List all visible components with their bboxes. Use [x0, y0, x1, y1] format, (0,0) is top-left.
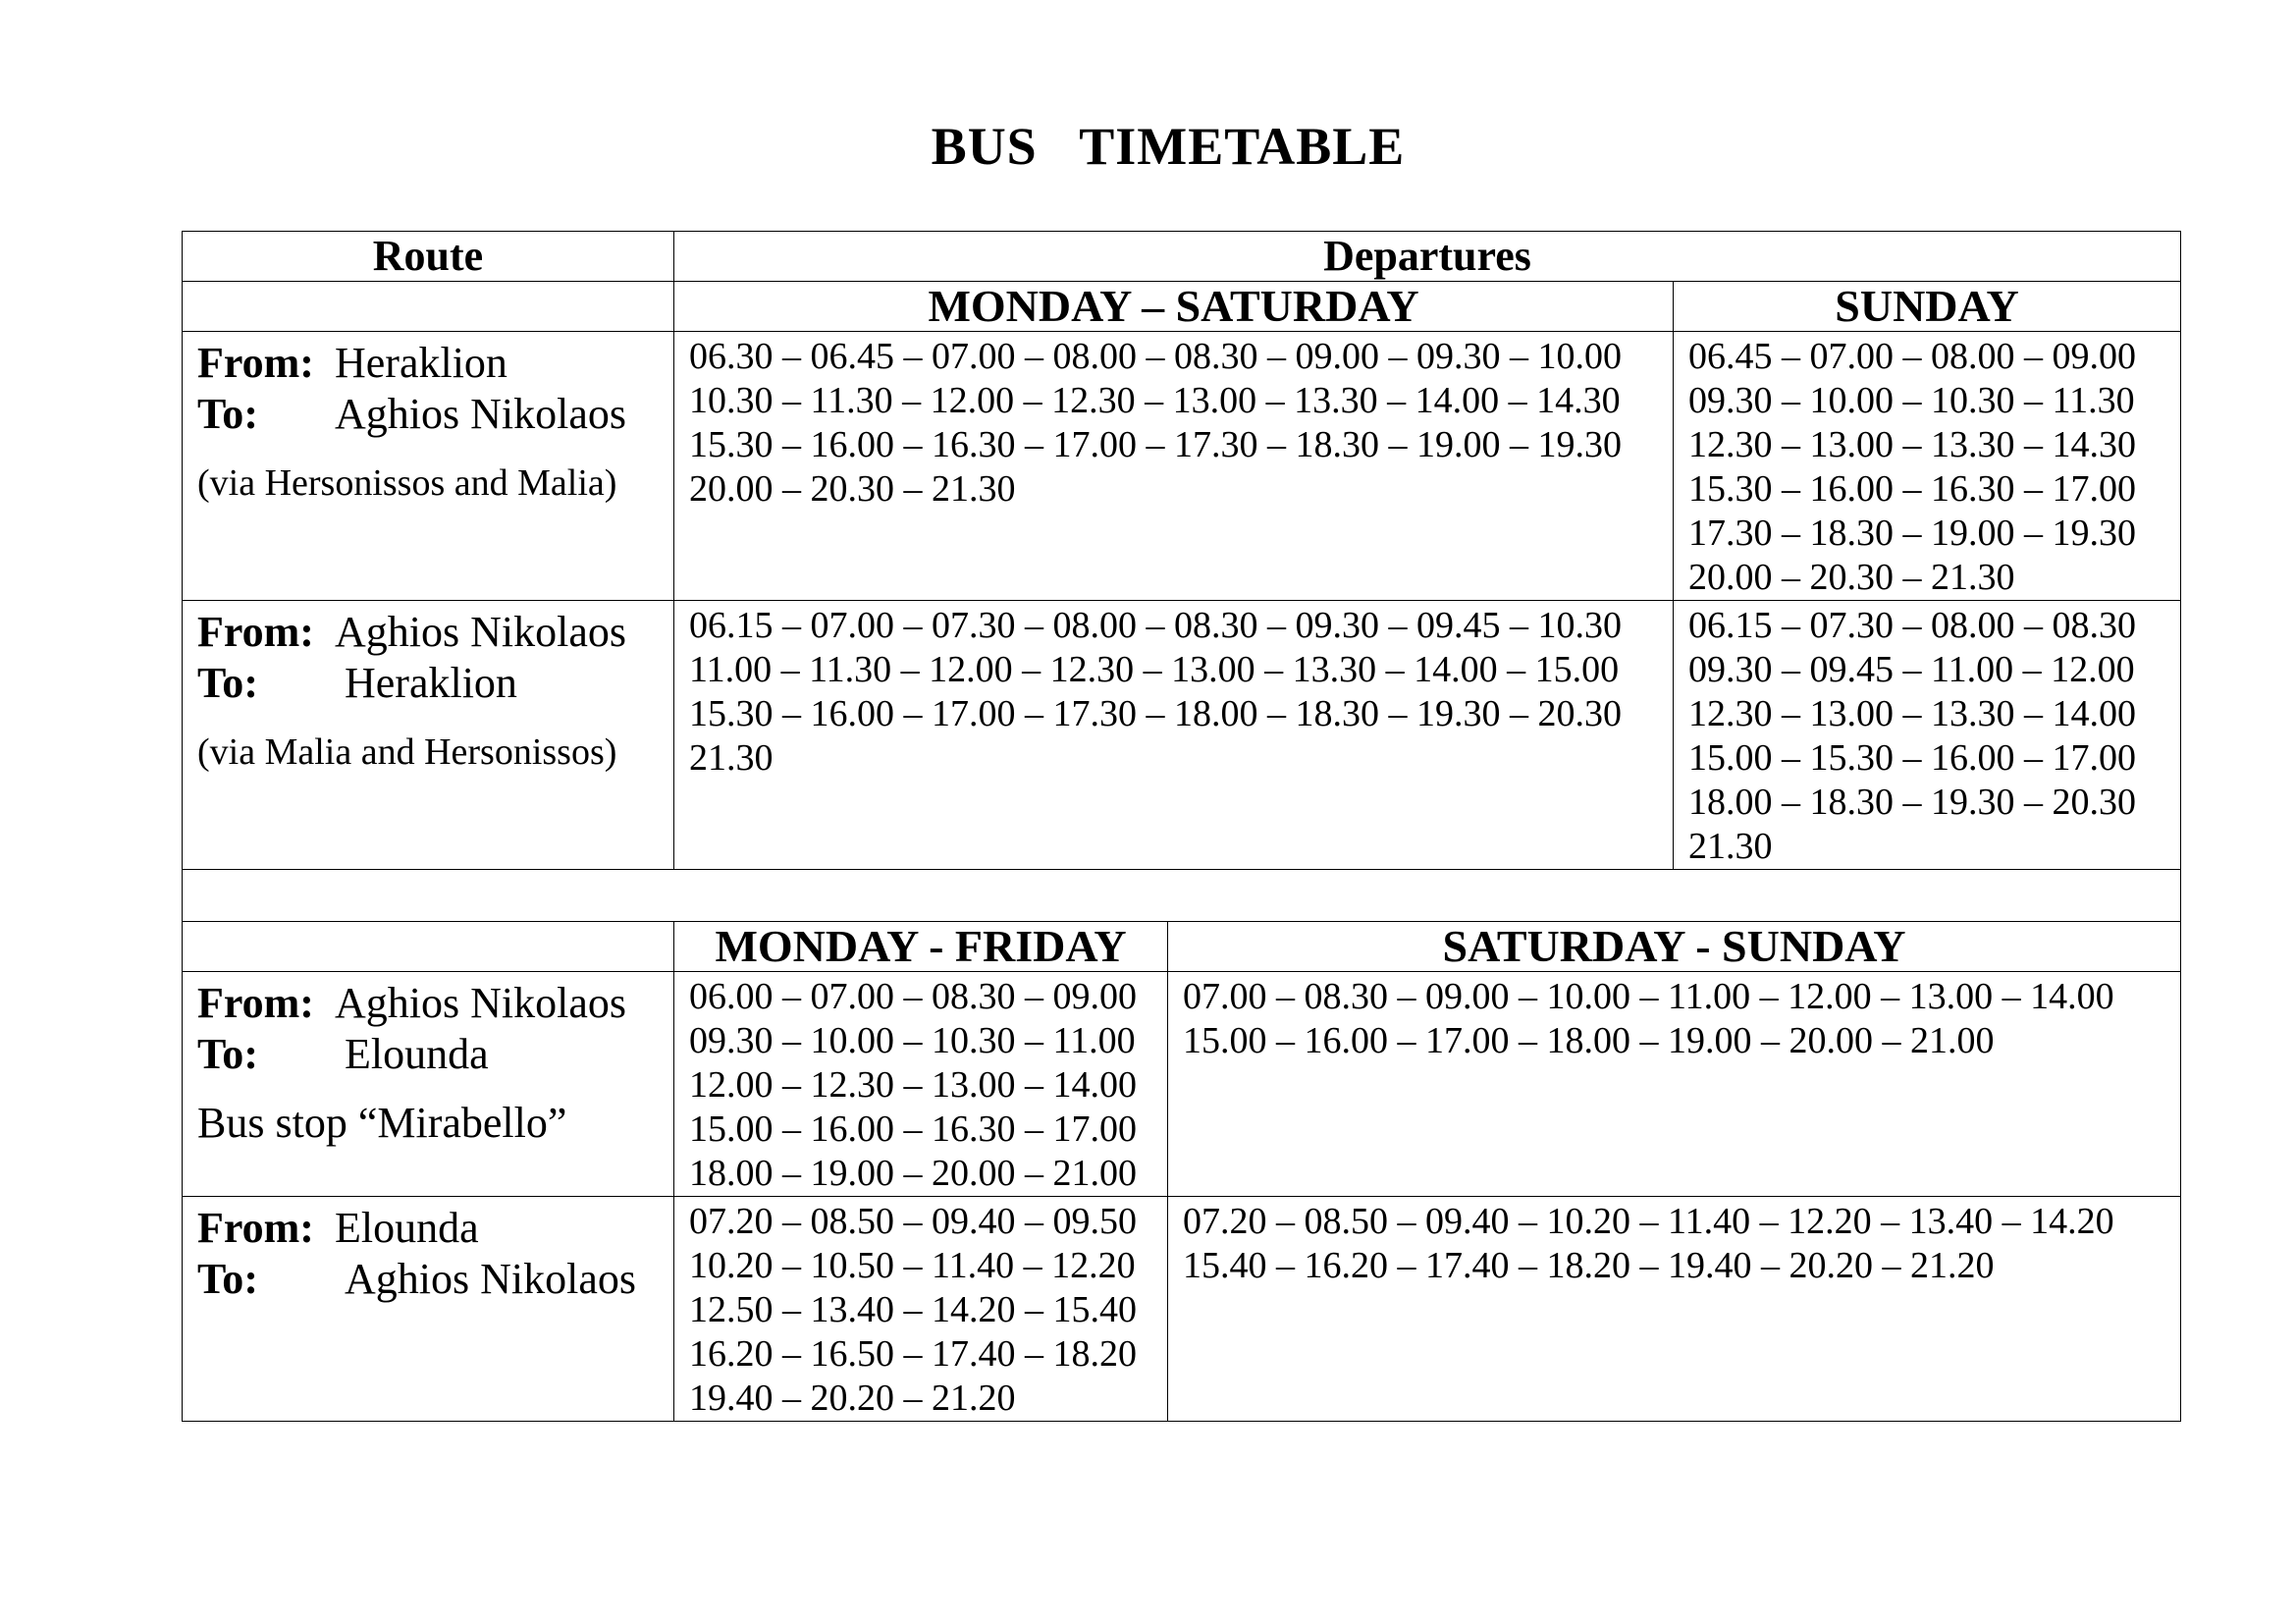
spacer-cell — [183, 870, 2181, 922]
time-line: 15.30 – 16.00 – 16.30 – 17.00 – 17.30 – 18.30 – 19.00 – 19.30 — [689, 424, 1622, 465]
weekend-times — [1674, 332, 2181, 601]
time-line: 17.30 – 18.30 – 19.00 – 19.30 — [1688, 513, 2136, 554]
time-line: 06.30 – 06.45 – 07.00 – 08.00 – 08.30 – 09.00 – 09.30 – 10.00 — [689, 336, 1622, 377]
days-header-row-2 — [183, 922, 2181, 972]
route-row — [183, 1197, 2181, 1422]
time-line: 21.30 — [1688, 826, 1773, 867]
time-line: 21.30 — [689, 737, 774, 779]
route-to: Elounda — [345, 1030, 489, 1078]
page-title: BUS TIMETABLE — [931, 117, 1406, 176]
time-line: 10.30 – 11.30 – 12.00 – 12.30 – 13.00 – 13.30 – 14.00 – 14.30 — [689, 380, 1621, 421]
time-line: 06.00 – 07.00 – 08.30 – 09.00 — [689, 976, 1137, 1017]
from-label-text: From — [197, 339, 300, 387]
empty-cell — [183, 922, 674, 972]
sat-sun-header: SATURDAY - SUNDAY — [1168, 922, 2181, 972]
weekday-times — [674, 1197, 1168, 1422]
from-label-text: From — [197, 979, 300, 1027]
time-line: 15.00 – 15.30 – 16.00 – 17.00 — [1688, 737, 2136, 779]
time-line: 09.30 – 10.00 – 10.30 – 11.00 — [689, 1020, 1136, 1061]
weekend-times — [1168, 972, 2181, 1197]
time-line: 12.50 – 13.40 – 14.20 – 15.40 — [689, 1289, 1137, 1330]
to-label: To: — [197, 659, 258, 707]
from-label: From: — [197, 608, 314, 656]
bus-stop-note: Bus stop “Mirabello” — [197, 1099, 567, 1147]
time-line: 10.20 – 10.50 – 11.40 – 12.20 — [689, 1245, 1136, 1286]
to-label: To: — [197, 1030, 258, 1078]
route-row — [183, 972, 2181, 1197]
time-line: 15.30 – 16.00 – 17.00 – 17.30 – 18.00 – 18.30 – 19.30 – 20.30 — [689, 693, 1622, 734]
time-line: 15.40 – 16.20 – 17.40 – 18.20 – 19.40 – 20.20 – 21.20 — [1183, 1245, 1995, 1286]
weekend-times — [1674, 601, 2181, 870]
route-from: Aghios Nikolaos — [335, 608, 626, 656]
time-line: 18.00 – 19.00 – 20.00 – 21.00 — [689, 1153, 1137, 1194]
time-line: 09.30 – 09.45 – 11.00 – 12.00 — [1688, 649, 2135, 690]
weekend-times — [1168, 1197, 2181, 1422]
days-header-row-1 — [183, 282, 2181, 332]
spacer-row — [183, 870, 2181, 922]
to-label-text: To — [197, 390, 244, 438]
from-label: From: — [197, 1204, 314, 1252]
route-row — [183, 332, 2181, 601]
time-line: 09.30 – 10.00 – 10.30 – 11.30 — [1688, 380, 2135, 421]
to-label: To: — [197, 390, 258, 438]
time-line: 12.00 – 12.30 – 13.00 – 14.00 — [689, 1064, 1137, 1106]
time-line: 18.00 – 18.30 – 19.30 – 20.30 — [1688, 782, 2136, 823]
route-from: Heraklion — [335, 339, 507, 387]
from-label: From: — [197, 339, 314, 387]
route-cell — [183, 972, 674, 1197]
from-label: From: — [197, 979, 314, 1027]
route-from: Aghios Nikolaos — [335, 979, 626, 1027]
time-line: 06.15 – 07.00 – 07.30 – 08.00 – 08.30 – 09.30 – 09.45 – 10.30 — [689, 605, 1622, 646]
from-label-text: From — [197, 1204, 300, 1252]
route-from: Elounda — [335, 1204, 479, 1252]
time-line: 06.15 – 07.30 – 08.00 – 08.30 — [1688, 605, 2136, 646]
to-label-text: To — [197, 1030, 244, 1078]
time-line: 12.30 – 13.00 – 13.30 – 14.00 — [1688, 693, 2136, 734]
empty-cell — [183, 282, 674, 332]
time-line: 07.20 – 08.50 – 09.40 – 09.50 — [689, 1201, 1137, 1242]
departures-header: Departures — [674, 232, 2181, 282]
header-row — [183, 232, 2181, 282]
mon-fri-header: MONDAY - FRIDAY — [674, 922, 1168, 972]
route-header: Route — [183, 232, 674, 282]
to-label: To: — [197, 1255, 258, 1303]
route-to: Heraklion — [345, 659, 517, 707]
time-line: 16.20 – 16.50 – 17.40 – 18.20 — [689, 1333, 1137, 1375]
time-line: 07.00 – 08.30 – 09.00 – 10.00 – 11.00 – 12.00 – 13.00 – 14.00 — [1183, 976, 2114, 1017]
route-to: Aghios Nikolaos — [335, 390, 626, 438]
weekday-times — [674, 601, 1674, 870]
weekday-times — [674, 332, 1674, 601]
route-note: (via Malia and Hersonissos) — [197, 731, 617, 773]
time-line: 15.00 – 16.00 – 17.00 – 18.00 – 19.00 – 20.00 – 21.00 — [1183, 1020, 1995, 1061]
route-cell — [183, 1197, 674, 1422]
to-label-text: To — [197, 1255, 244, 1303]
weekday-times — [674, 972, 1168, 1197]
timetable — [182, 231, 2181, 1422]
route-row — [183, 601, 2181, 870]
route-to: Aghios Nikolaos — [345, 1255, 636, 1303]
mon-sat-header: MONDAY – SATURDAY — [674, 282, 1674, 332]
time-line: 11.00 – 11.30 – 12.00 – 12.30 – 13.00 – 13.30 – 14.00 – 15.00 — [689, 649, 1620, 690]
time-line: 07.20 – 08.50 – 09.40 – 10.20 – 11.40 – 12.20 – 13.40 – 14.20 — [1183, 1201, 2114, 1242]
time-line: 19.40 – 20.20 – 21.20 — [689, 1378, 1016, 1419]
route-cell — [183, 601, 674, 870]
from-label-text: From — [197, 608, 300, 656]
time-line: 06.45 – 07.00 – 08.00 – 09.00 — [1688, 336, 2136, 377]
route-cell — [183, 332, 674, 601]
time-line: 12.30 – 13.00 – 13.30 – 14.30 — [1688, 424, 2136, 465]
route-note: (via Hersonissos and Malia) — [197, 462, 617, 504]
sunday-header: SUNDAY — [1674, 282, 2181, 332]
to-label-text: To — [197, 659, 244, 707]
time-line: 15.00 – 16.00 – 16.30 – 17.00 — [689, 1108, 1137, 1150]
time-line: 15.30 – 16.00 – 16.30 – 17.00 — [1688, 468, 2136, 510]
time-line: 20.00 – 20.30 – 21.30 — [689, 468, 1016, 510]
time-line: 20.00 – 20.30 – 21.30 — [1688, 557, 2015, 598]
